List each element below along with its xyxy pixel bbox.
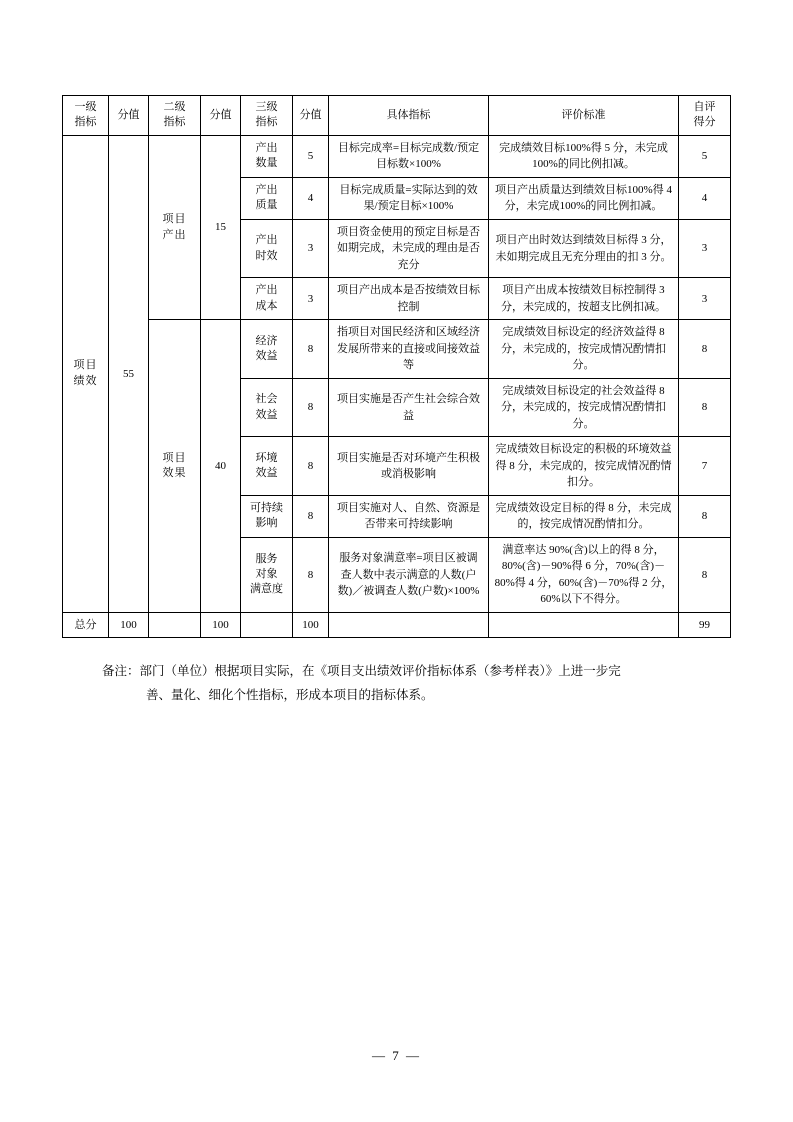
total-blank-level2 — [149, 612, 201, 638]
level2-indicator-effect: 项目 效果 — [149, 320, 201, 613]
level3-score: 8 — [293, 437, 329, 496]
self-score: 8 — [679, 320, 731, 379]
total-blank-level3 — [241, 612, 293, 638]
level3-indicator: 产出 质量 — [241, 177, 293, 219]
level3-indicator: 产出 数量 — [241, 135, 293, 177]
header-self-score: 自评 得分 — [679, 96, 731, 136]
level3-score: 4 — [293, 177, 329, 219]
indicator-detail: 项目产出成本是否按绩效目标控制 — [329, 278, 489, 320]
evaluation-criteria: 完成绩效目标设定的积极的环境效益得 8 分，未完成的，按完成情况酌情扣分。 — [489, 437, 679, 496]
level3-indicator: 产出 时效 — [241, 219, 293, 278]
level3-indicator: 服务 对象 满意度 — [241, 537, 293, 612]
table-header-row — [63, 96, 731, 136]
header-score1: 分值 — [109, 96, 149, 136]
evaluation-criteria: 项目产出时效达到绩效目标得 3 分，未如期完成且无充分理由的扣 3 分。 — [489, 219, 679, 278]
evaluation-criteria: 完成绩效目标100%得 5 分，未完成100%的同比例扣减。 — [489, 135, 679, 177]
table-total-row — [63, 612, 731, 638]
note-line1: 部门（单位）根据项目实际，在《项目支出绩效评价指标体系（参考样表）》上进一步完 — [139, 664, 621, 679]
indicator-detail: 指项目对国民经济和区域经济发展所带来的直接或间接效益等 — [329, 320, 489, 379]
header-level3: 三级 指标 — [241, 96, 293, 136]
self-score: 8 — [679, 495, 731, 537]
evaluation-criteria: 完成绩效目标设定的经济效益得 8 分，未完成的，按完成情况酌情扣分。 — [489, 320, 679, 379]
level3-indicator: 可持续 影响 — [241, 495, 293, 537]
indicator-detail: 项目资金使用的预定目标是否如期完成，未完成的理由是否充分 — [329, 219, 489, 278]
table-row — [63, 135, 731, 177]
self-score: 7 — [679, 437, 731, 496]
evaluation-criteria: 项目产出质量达到绩效目标100%得 4 分，未完成100%的同比例扣减。 — [489, 177, 679, 219]
level2-indicator-output: 项目 产出 — [149, 135, 201, 320]
indicator-detail: 目标完成率=目标完成数/预定目标数×100% — [329, 135, 489, 177]
level3-score: 8 — [293, 378, 329, 437]
evaluation-criteria: 完成绩效设定目标的得 8 分，未完成的，按完成情况酌情扣分。 — [489, 495, 679, 537]
evaluation-criteria: 完成绩效目标设定的社会效益得 8 分，未完成的，按完成情况酌情扣分。 — [489, 378, 679, 437]
self-score: 4 — [679, 177, 731, 219]
self-score: 8 — [679, 537, 731, 612]
table-note — [62, 660, 731, 708]
header-score3: 分值 — [293, 96, 329, 136]
level3-indicator: 产出 成本 — [241, 278, 293, 320]
level3-score: 3 — [293, 278, 329, 320]
indicator-detail: 项目实施是否产生社会综合效益 — [329, 378, 489, 437]
note-line2: 善、量化、细化个性指标，形成本项目的指标体系。 — [146, 688, 434, 703]
self-score: 3 — [679, 278, 731, 320]
indicator-detail: 项目实施是否对环境产生积极或消极影响 — [329, 437, 489, 496]
self-score: 3 — [679, 219, 731, 278]
total-score3: 100 — [293, 612, 329, 638]
page-number: — 7 — — [372, 1048, 421, 1063]
header-level2: 二级 指标 — [149, 96, 201, 136]
performance-evaluation-table — [62, 95, 731, 638]
table-row — [63, 320, 731, 379]
header-score2: 分值 — [201, 96, 241, 136]
level2-score-effect: 40 — [201, 320, 241, 613]
total-score1: 100 — [109, 612, 149, 638]
total-score2: 100 — [201, 612, 241, 638]
total-self-score: 99 — [679, 612, 731, 638]
level3-score: 8 — [293, 320, 329, 379]
level3-score: 8 — [293, 495, 329, 537]
evaluation-criteria: 项目产出成本按绩效目标控制得 3 分，未完成的，按超支比例扣减。 — [489, 278, 679, 320]
indicator-detail: 目标完成质量=实际达到的效果/预定目标×100% — [329, 177, 489, 219]
header-level1: 一级 指标 — [63, 96, 109, 136]
level2-score-output: 15 — [201, 135, 241, 320]
self-score: 5 — [679, 135, 731, 177]
level3-indicator: 社会 效益 — [241, 378, 293, 437]
level3-indicator: 环境 效益 — [241, 437, 293, 496]
level3-score: 8 — [293, 537, 329, 612]
indicator-detail: 项目实施对人、自然、资源是否带来可持续影响 — [329, 495, 489, 537]
evaluation-criteria: 满意率达 90%(含)以上的得 8 分，80%(含)－90%得 6 分，70%(含)－80%得 4 分，60%(含)－70%得 2 分，60%以下不得分。 — [489, 537, 679, 612]
note-label: 备注： — [102, 664, 140, 679]
level1-indicator: 项目 绩效 — [63, 135, 109, 612]
level1-score: 55 — [109, 135, 149, 612]
total-label: 总分 — [63, 612, 109, 638]
total-blank-detail — [329, 612, 489, 638]
header-detail: 具体指标 — [329, 96, 489, 136]
level3-score: 3 — [293, 219, 329, 278]
total-blank-criteria — [489, 612, 679, 638]
level3-indicator: 经济 效益 — [241, 320, 293, 379]
self-score: 8 — [679, 378, 731, 437]
indicator-detail: 服务对象满意率=项目区被调查人数中表示满意的人数(户数)／被调查人数(户数)×100% — [329, 537, 489, 612]
header-criteria: 评价标准 — [489, 96, 679, 136]
level3-score: 5 — [293, 135, 329, 177]
